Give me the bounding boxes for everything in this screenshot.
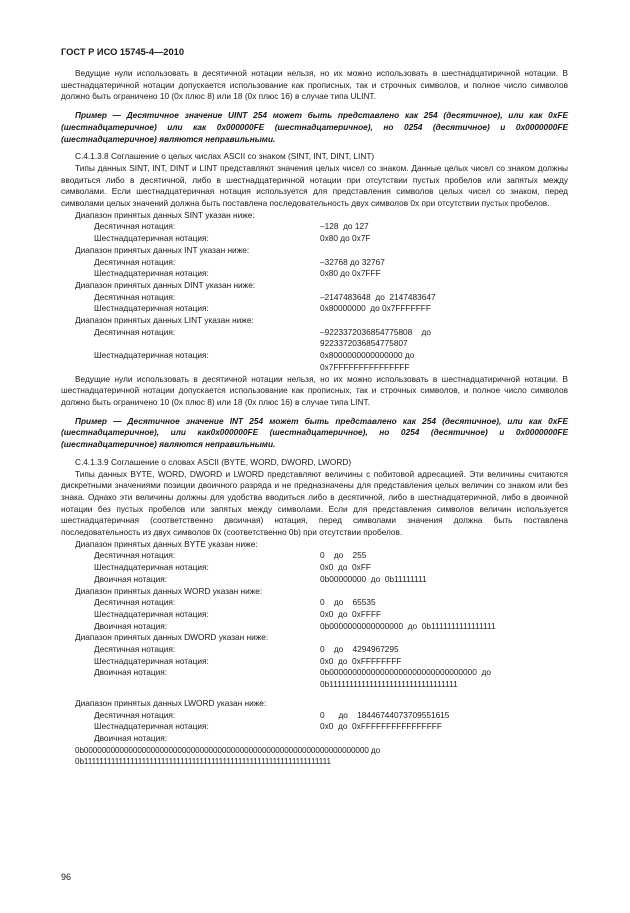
range-value: 0x0 до 0xFF: [320, 562, 371, 573]
range-label: Десятичная нотация:: [94, 597, 176, 608]
range-row: [61, 562, 568, 574]
range-row: [61, 733, 568, 745]
paragraph-leading-zeros-ulint: Ведущие нули использовать в десятичной нотации нельзя, но их можно использовать в шестнадцатиричной нотации. В шестнадцатеричной нотации допускается использование как прописных, так и строчных символов, и полное число символов должно быть ограничено 10 (0х плюс 8) или 18 (0х плюс 16) в случае типа ULINT.: [61, 68, 568, 102]
range-block-dword: [61, 632, 568, 691]
section-text-c4138: Типы данных SINT, INT, DINT и LINT представляют значения целых чисел со знаком. Данные целых чисел со знаком должны вводиться либо в десятичной, либо в шестнадцатеричной нотации при отсутствии пустых пробелов или запятых между символами. Если шестнадцатеричная нотация используется для представления символов целых чисел со знаком, перед символами целых значений должна быть поставлена последовательность двух символов 0х при отсутствии пустых пробелов.: [61, 162, 568, 209]
range-row: [61, 550, 568, 562]
range-row: [61, 574, 568, 586]
range-value: –2147483648 до 2147483647: [320, 291, 436, 302]
range-label: Двоичная нотация:: [94, 573, 168, 584]
range-row: [61, 609, 568, 621]
range-heading: Диапазон принятых данных WORD указан ниже:: [75, 585, 263, 596]
example-uint: Пример — Десятичное значение UINT 254 может быть представлено как 254 (десятичное), или как 0xFE (шестнадцатеричное) или как 0x000000FE (шестнадцатеричное), но 0254 (десятичное) и 0x0000000FE (шестнадцатеричное) являются неправильными.: [61, 110, 568, 144]
range-label: Десятичная нотация:: [94, 550, 176, 561]
range-heading: Диапазон принятых данных DINT указан ниже:: [75, 279, 256, 290]
range-value: 0b0000000000000000 до 0b1111111111111111: [320, 620, 496, 631]
range-heading: Диапазон принятых данных SINT указан ниже:: [75, 209, 255, 220]
section-heading-c4138: С.4.1.3.8 Соглашение о целых числах ASCII со знаком (SINT, INT, DINT, LINT): [75, 151, 375, 162]
range-value: 0x80 до 0x7FFF: [320, 268, 381, 279]
range-row: [61, 221, 568, 233]
range-value: 0x0 до 0xFFFFFFFF: [320, 655, 402, 666]
range-value: 0 до 18446744073709551615: [320, 709, 450, 720]
range-label: Шестнадцатеричная нотация:: [94, 655, 209, 666]
range-heading: Диапазон принятых данных BYTE указан ниже:: [75, 538, 258, 549]
range-label: Двоичная нотация:: [94, 667, 168, 678]
range-label: Шестнадцатеричная нотация:: [94, 608, 209, 619]
range-block-word: [61, 586, 568, 633]
range-heading: Диапазон принятых данных DWORD указан ниже:: [75, 632, 269, 643]
range-value: 0x0 до 0xFFFF: [320, 608, 382, 619]
range-value: –128 до 127: [320, 221, 369, 232]
range-value: 0x0 до 0xFFFFFFFFFFFFFFFF: [320, 721, 442, 732]
range-heading: Диапазон принятых данных LWORD указан ниже:: [75, 697, 267, 708]
range-value: 0b00000000000000000000000000000000 до 0b11111111111111111111111111111111: [320, 667, 491, 690]
range-value: 0b00000000 до 0b11111111: [320, 573, 427, 584]
range-block-sint: [61, 210, 568, 245]
range-row: [61, 327, 568, 350]
range-row: [61, 233, 568, 245]
range-label: Шестнадцатеричная нотация:: [94, 303, 209, 314]
range-block-byte: [61, 539, 568, 586]
range-value: 0x80000000 до 0x7FFFFFFF: [320, 303, 431, 314]
range-row: [61, 644, 568, 656]
range-label: Шестнадцатеричная нотация:: [94, 268, 209, 279]
range-value: 0x8000000000000000 до 0x7FFFFFFFFFFFFFFF: [320, 350, 415, 372]
range-label: Десятичная нотация:: [94, 256, 176, 267]
document-header: ГОСТ Р ИСО 15745-4—2010: [61, 47, 184, 57]
range-row: [61, 292, 568, 304]
range-label: Двоичная нотация:: [94, 732, 168, 743]
range-row: [61, 721, 568, 733]
range-value: –32768 до 32767: [320, 256, 385, 267]
range-label: Шестнадцатеричная нотация:: [94, 562, 209, 573]
range-row: [61, 656, 568, 668]
range-value: –9223372036854775808 до 9223372036854775807: [320, 326, 431, 349]
section-text-c4139: Типы данных BYTE, WORD, DWORD и LWORD представляют величины с побитовой адресацией. Эти величины считаются дискретными значениями позиции двоичного разряда и не предназначены для представления целых величин со знаком или без знака. Однако эти величины должны для удобства вводиться либо в десятичной, либо в шестнадцатеричной, либо в двоичной нотации без пустых пробелов или запятых между символами. Если для представления символов величин используется шестнадцатеричная (соответственно двоичная) нотация, перед символами значения должна быть поставлена последовательность из двух символов 0х (соответственно 0b) при отсутствии пробелов.: [61, 468, 568, 538]
section-heading-c4139: С.4.1.3.9 Соглашение о словах ASCII (BYTE, WORD, DWORD, LWORD): [75, 456, 352, 467]
range-block-int: [61, 245, 568, 280]
lword-binary-range-start: 0b0000000000000000000000000000000000000000000000000000000000000000 до: [75, 745, 381, 755]
range-row: [61, 597, 568, 609]
range-row: [61, 268, 568, 280]
range-label: Двоичная нотация:: [94, 620, 168, 631]
range-block-dint: [61, 280, 568, 315]
range-label: Десятичная нотация:: [94, 644, 176, 655]
range-label: Шестнадцатеричная нотация:: [94, 721, 209, 732]
range-label: Шестнадцатеричная нотация:: [94, 233, 209, 244]
document-body: [61, 68, 568, 768]
range-row: [61, 257, 568, 269]
range-heading: Диапазон принятых данных LINT указан ниже:: [75, 315, 254, 326]
range-label: Десятичная нотация:: [94, 326, 176, 337]
range-row: [61, 710, 568, 722]
range-label: Шестнадцатеричная нотация:: [94, 350, 209, 361]
range-block-lint: [61, 315, 568, 374]
lword-binary-range-end: 0b1111111111111111111111111111111111111111111111111111111111111111: [75, 757, 331, 767]
range-label: Десятичная нотация:: [94, 709, 176, 720]
example-int: Пример — Десятичное значение INT 254 может быть представлено как 254 (десятичное), или как 0xFE (шестнадцатеричное), или как0x000000FE (шестнадцатеричное), но 0254 (десятичное) и 0x0000000FE (шестнадцатеричное) являются неправильными.: [61, 415, 568, 450]
range-row: [61, 667, 568, 690]
range-block-lword: [61, 698, 568, 768]
range-value: 0 до 4294967295: [320, 644, 399, 655]
range-value: 0 до 255: [320, 550, 367, 561]
range-label: Десятичная нотация:: [94, 291, 176, 302]
range-value: 0 до 65535: [320, 597, 376, 608]
range-heading: Диапазон принятых данных INT указан ниже:: [75, 244, 250, 255]
range-row: [61, 350, 568, 373]
range-value: 0x80 до 0x7F: [320, 233, 371, 244]
range-label: Десятичная нотация:: [94, 221, 176, 232]
paragraph-leading-zeros-lint: Ведущие нули использовать в десятичной нотации нельзя, но их можно использовать в шестнадцатиричной нотации. В шестнадцатеричной нотации допускается использование как прописных, так и строчных символов, и полное число символов должно быть ограничено 10 (0х плюс 8) или 18 (0х плюс 16) в случае типа LINT.: [61, 373, 568, 407]
page-number: 96: [61, 872, 72, 882]
range-row: [61, 303, 568, 315]
range-row: [61, 621, 568, 633]
